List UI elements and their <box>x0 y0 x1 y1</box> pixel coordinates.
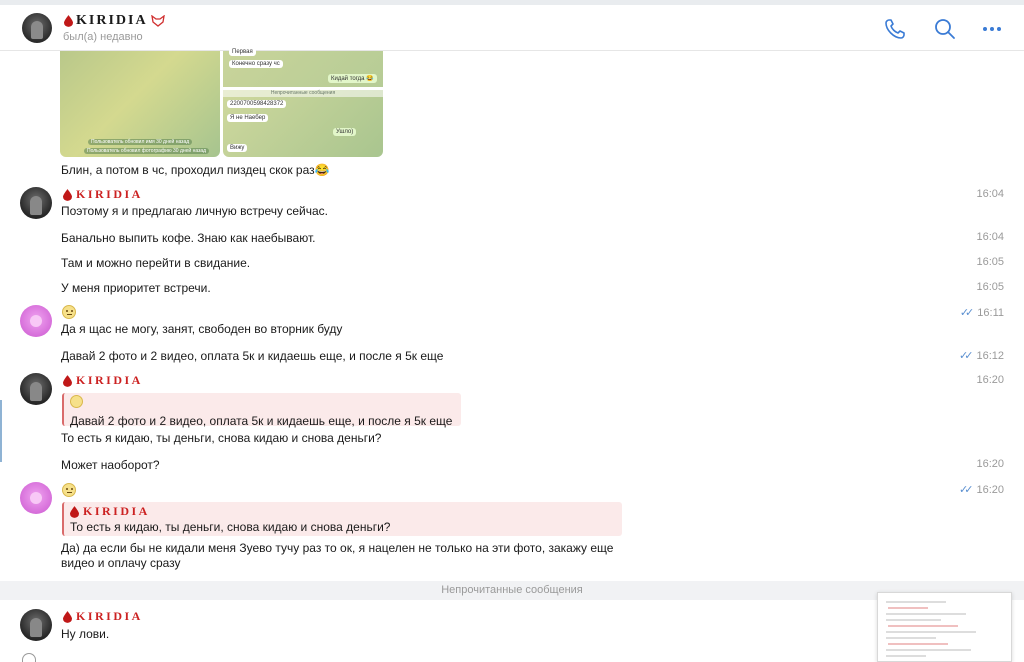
reply-quote[interactable] <box>62 393 461 426</box>
search-icon[interactable] <box>933 17 957 41</box>
reply-quote[interactable] <box>62 502 622 536</box>
sender-emoji-icon[interactable] <box>62 305 76 319</box>
message-text: Поэтому я и предлагаю личную встречу сейчас. <box>61 204 328 218</box>
chat-area[interactable] <box>0 51 1024 662</box>
photo-bubble: 2200700598428372 <box>227 100 286 108</box>
message-text: Может наоборот? <box>61 458 160 472</box>
sender-name[interactable]: KIRIDIA <box>63 373 143 388</box>
photo-caption: Пользователь обновил фотографию 30 дней назад <box>84 148 209 154</box>
read-check-icon: ✓✓ <box>959 307 971 319</box>
avatar[interactable] <box>20 609 52 641</box>
read-check-icon: ✓✓ <box>959 350 970 362</box>
photo-bubble: Вижу <box>227 144 247 152</box>
media-photo[interactable] <box>223 51 383 87</box>
message-time: 16:05 <box>976 256 1004 268</box>
message-text: Да) да если бы не кидали меня Зуево тучу раз то ок, я нацелен не только на эти фото, закажу еще <box>61 541 614 555</box>
message-text: Ну лови. <box>61 627 110 641</box>
chat-title[interactable] <box>64 13 165 29</box>
blood-drop-icon <box>70 506 79 518</box>
chat-status: был(а) недавно <box>63 31 143 43</box>
quote-text: То есть я кидаю, ты деньги, снова кидаю и снова деньги? <box>70 520 391 534</box>
photo-bubble: Я не Наебер <box>227 114 268 122</box>
blood-drop-icon <box>63 189 72 201</box>
photo-caption: Пользователь обновил имя 30 дней назад <box>88 139 192 145</box>
media-album[interactable] <box>60 51 384 157</box>
message-time: ✓✓ 16:12 <box>959 349 1004 362</box>
avatar[interactable] <box>20 373 52 405</box>
screenshot-thumbnail[interactable] <box>877 592 1012 662</box>
message-time: 16:04 <box>976 188 1004 200</box>
photo-bubble: Конечно сразу чс <box>229 60 283 68</box>
avatar[interactable] <box>20 305 52 337</box>
chat-header <box>0 5 1024 51</box>
message-text: видео и оплачу сразу <box>61 556 181 570</box>
photo-separator: Непрочитанные сообщения <box>223 90 383 97</box>
chat-avatar[interactable] <box>22 13 52 43</box>
read-check-icon: ✓✓ <box>959 484 970 496</box>
message-time: 16:05 <box>976 281 1004 293</box>
sender-name[interactable]: KIRIDIA <box>63 187 143 202</box>
message-text: Банально выпить кофе. Знаю как наебывают. <box>61 231 316 245</box>
avatar[interactable] <box>20 482 52 514</box>
photo-bubble: Первая <box>229 48 256 56</box>
media-photo[interactable] <box>60 51 220 157</box>
blood-drop-icon <box>63 375 72 387</box>
quote-sender: KIRIDIA <box>70 504 616 519</box>
avatar[interactable] <box>20 187 52 219</box>
unread-separator: Непрочитанные сообщения <box>0 581 1024 600</box>
fox-icon <box>151 15 165 27</box>
message-time: ✓✓ 16:20 <box>959 483 1004 496</box>
chat-title-text: KIRIDIA <box>76 13 148 28</box>
message-time: ✓✓ 16:11 <box>959 306 1004 319</box>
media-photo[interactable] <box>223 90 383 157</box>
message-text: Давай 2 фото и 2 видео, оплата 5к и кидаешь еще, и после я 5к еще <box>61 349 444 363</box>
message-time: 16:20 <box>976 458 1004 470</box>
message-text: У меня приоритет встречи. <box>61 281 211 295</box>
more-icon[interactable] <box>980 17 1004 41</box>
message-text: Да я щас не могу, занят, свободен во вторник буду <box>61 322 343 336</box>
blood-drop-icon <box>63 611 72 623</box>
quote-sender-emoji-icon <box>70 395 83 408</box>
photo-bubble: Ушло) <box>333 128 356 136</box>
message-time: 16:20 <box>976 374 1004 386</box>
blood-drop-icon <box>64 15 73 27</box>
message-text: Блин, а потом в чс, проходил пиздец скок раз😂 <box>61 163 330 177</box>
sender-name[interactable]: KIRIDIA <box>63 609 143 624</box>
message-time: 16:04 <box>976 231 1004 243</box>
photo-bubble: Кидай тогда 😂 <box>328 74 377 83</box>
message-text: Там и можно перейти в свидание. <box>61 256 251 270</box>
message-text: То есть я кидаю, ты деньги, снова кидаю и снова деньги? <box>61 431 382 445</box>
phone-icon[interactable] <box>883 17 907 41</box>
sender-emoji-icon[interactable] <box>62 483 76 497</box>
quote-text: Давай 2 фото и 2 видео, оплата 5к и кидаешь еще, и после я 5к еще <box>70 414 453 428</box>
attach-icon[interactable] <box>22 653 36 662</box>
